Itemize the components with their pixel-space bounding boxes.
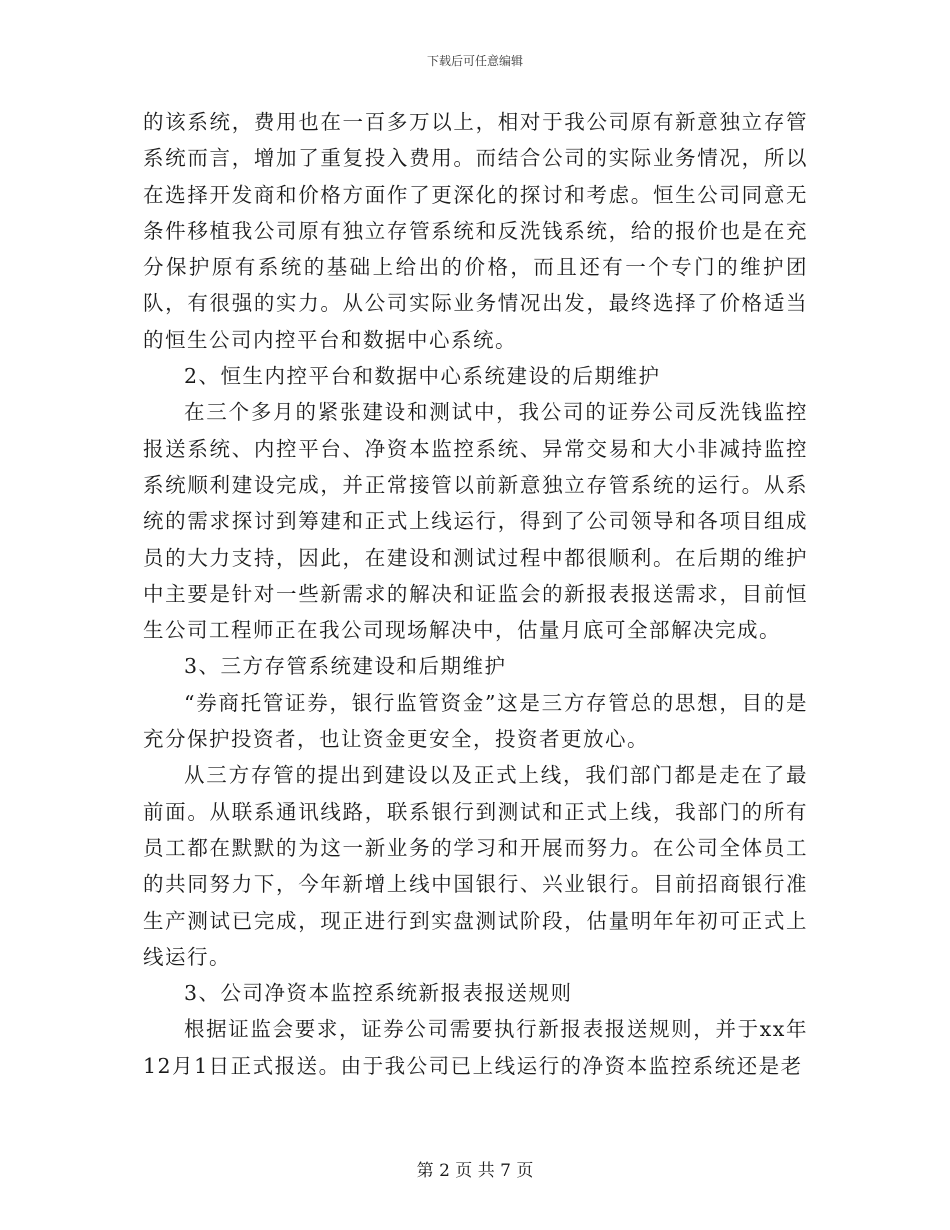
paragraph-custody-progress: 从三方存管的提出到建设以及正式上线，我们部门都是走在了最前面。从联系通讯线路，联系银行到测试和正式上线，我部门的所有员工都在默默的为这一新业务的学习和开展而努力。在公司全体员工的共同努力下，今年新增上线中国银行、兴业银行。目前招商银行准生产测试已完成，现正进行到实盘测试阶段，估量明年年初可正式上线运行。 xyxy=(143,763,808,969)
paragraph-net-capital: 根据证监会要求，证券公司需要执行新报表报送规则，并于xx年12月1日正式报送。由于我公司已上线运行的净资本监控系统还是老 xyxy=(143,1017,808,1078)
page-header: 下载后可任意编辑 xyxy=(426,54,523,68)
paragraph-construction: 在三个多月的紧张建设和测试中，我公司的证券公司反洗钱监控报送系统、内控平台、净资本监控系统、异常交易和大小非减持监控系统顺利建设完成，并正常接管以前新意独立存管系统的运行。从系统的需求探讨到筹建和正式上线运行，得到了公司领导和各项目组成员的大力支持，因此，在建设和测试过程中都很顺利。在后期的维护中主要是针对一些新需求的解决和证监会的新报表报送需求，目前恒生公司工程师正在我公司现场解决中，估量月底可全部解决完成。 xyxy=(143,400,808,643)
section-heading-net-capital: 3、公司净资本监控系统新报表报送规则 xyxy=(184,981,573,1006)
paragraph-custody-principle: “券商托管证券，银行监管资金”这是三方存管总的思想，目的是充分保护投资者，也让资金更安全，投资者更放心。 xyxy=(143,690,808,752)
section-heading-third-party-custody: 3、三方存管系统建设和后期维护 xyxy=(184,654,507,679)
section-heading-maintenance: 2、恒生内控平台和数据中心系统建设的后期维护 xyxy=(184,364,661,389)
page-number-footer: 第 2 页 共 7 页 xyxy=(416,1161,534,1181)
paragraph-continuation: 的该系统，费用也在一百多万以上，相对于我公司原有新意独立存管系统而言，增加了重复投入费用。而结合公司的实际业务情况，所以在选择开发商和价格方面作了更深化的探讨和考虑。恒生公司同意无条件移植我公司原有独立存管系统和反洗钱系统，给的报价也是在充分保护原有系统的基础上给出的价格，而且还有一个专门的维护团队，有很强的实力。从公司实际业务情况出发，最终选择了价格适当的恒生公司内控平台和数据中心系统。 xyxy=(143,110,808,352)
document-body xyxy=(143,104,808,1084)
